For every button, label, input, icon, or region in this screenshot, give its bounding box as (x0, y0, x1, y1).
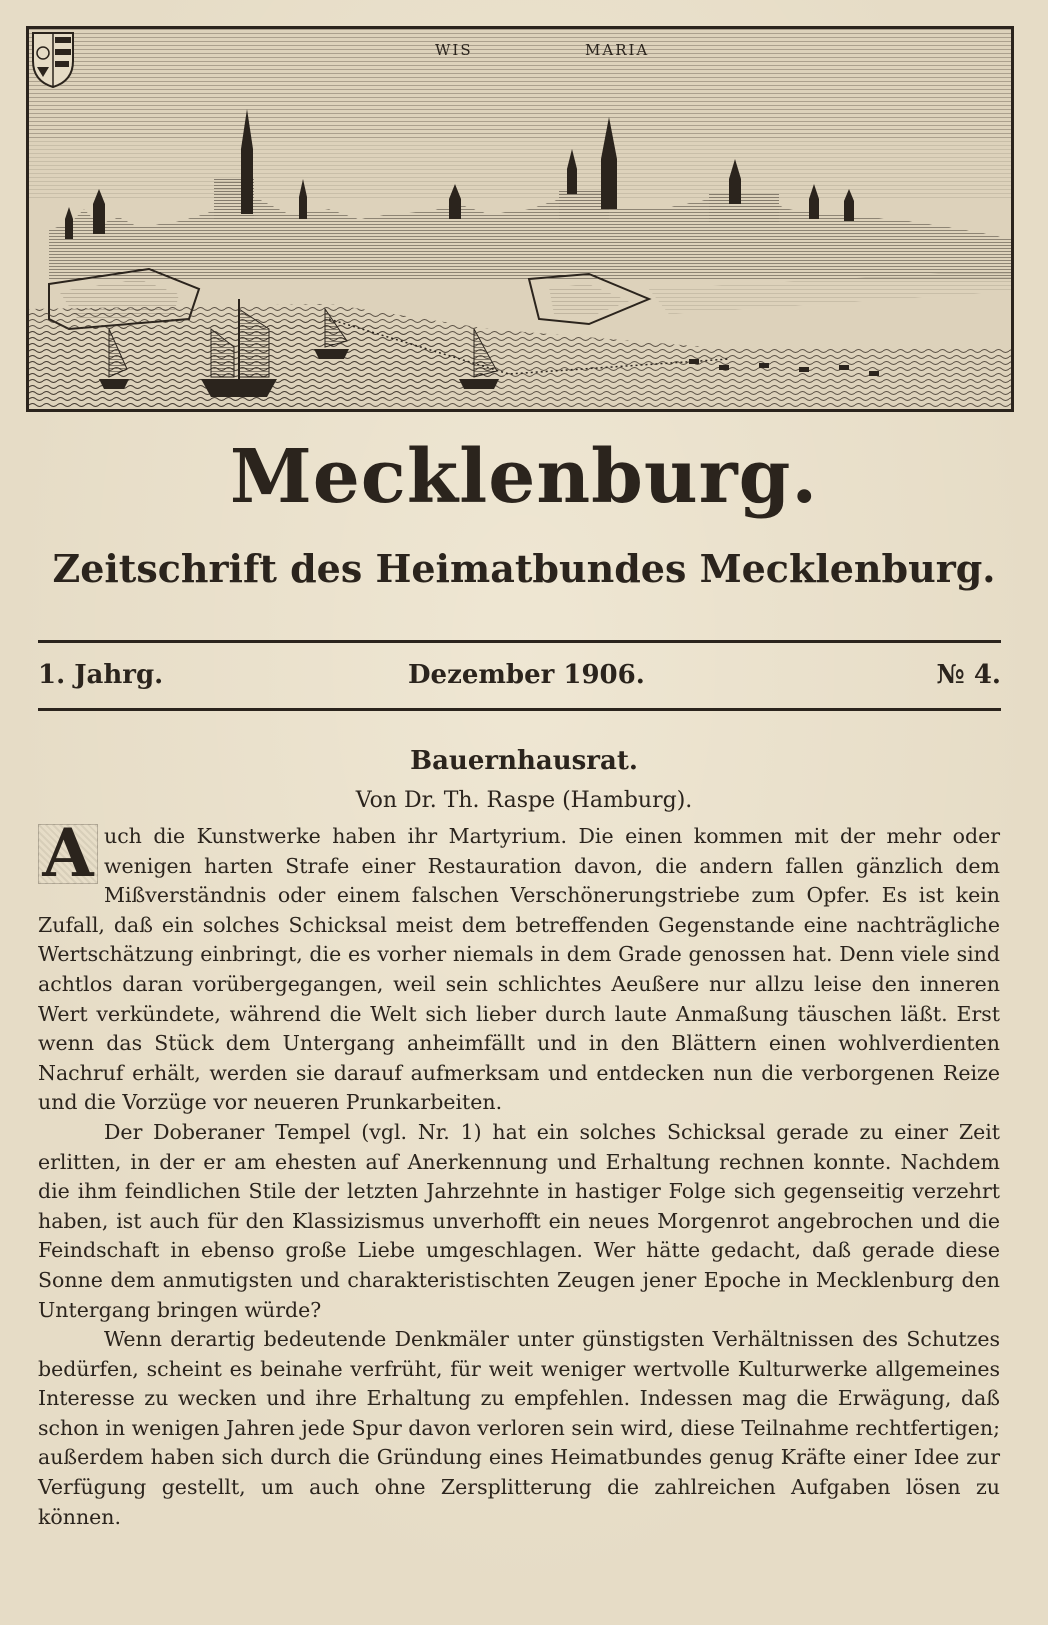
article-paragraph-2: Der Doberaner Tempel (vgl. Nr. 1) hat ein solches Schicksal gerade zu einer Zeit erlitten, in der er am ehesten auf Anerkennung und Erhaltung rechnen konnte. Nachdem die ihm feindlichen Stile der letzten Jahrzehnte in hastiger Folge sich gegenseitig verzehrt haben, ist auch für den Klassizismus unverhofft ein neues Morgenrot angebrochen und die Feindschaft in ebenso große Liebe umgeschlagen. Wer hätte gedacht, daß gerade diese Sonne dem anmutigsten und charakteristischten Zeugen jener Epoche in Mecklenburg den Untergang bringen würde? (38, 1119, 1000, 1322)
article-paragraph-1 (38, 814, 1000, 1118)
issue-line (38, 660, 1001, 696)
decorated-initial: A (38, 824, 98, 884)
article-body (38, 814, 1000, 1532)
masthead-subtitle: Zeitschrift des Heimatbundes Mecklenburg. (52, 546, 996, 591)
wismar-engraving (26, 26, 1014, 412)
masthead-title: Mecklenburg. (229, 434, 819, 520)
article-paragraph-3: Wenn derartig bedeutende Denkmäler unter günstigsten Verhältnissen des Schutzes bedürfen, scheint es beinahe verfrüht, für weit weniger wertvolle Kulturwerke allgemeines Interesse zu wecken und ihre Erhaltung zu empfehlen. Indessen mag die Erwägung, daß schon in wenigen Jahren jede Spur davon verloren sein wird, diese Teilnahme rechtfertigen; außerdem haben sich durch die Gründung eines Heimatbundes genug Kräfte einer Idee zur Verfügung gestellt, um auch ohne Zersplitterung die zahlreichen Aufgaben lösen zu können. (38, 1327, 1000, 1529)
masthead-rule-top (38, 640, 1001, 643)
masthead-rule-bottom (38, 708, 1001, 711)
city-skyline-illustration (29, 29, 1011, 409)
issue-number: № 4. (936, 660, 1001, 690)
engraving-label-right: MARIA (585, 41, 650, 59)
issue-date: Dezember 1906. (408, 660, 645, 690)
engraving-label-left: WIS (435, 41, 473, 59)
coat-of-arms-icon (29, 29, 77, 89)
article-byline: Von Dr. Th. Raspe (Hamburg). (355, 788, 693, 813)
paragraph-1-text: uch die Kunstwerke haben ihr Martyrium. Die einen kommen mit der mehr oder wenigen harten Strafe einer Restauration davon, die andern fallen gänzlich dem Mißverständnis oder einem falschen Verschönerungstriebe zum Opfer. Es ist kein Zufall, daß ein solches Schicksal meist dem betreffenden Gegenstande eine nachträgliche Wertschätzung einbringt, die es vorher niemals in dem Grade genossen hat. Denn viele sind achtlos daran vorübergegangen, weil sein schlichtes Aeußere nur allzu leise den inneren Wert verkündete, während die Welt sich lieber durch laute Anmaßung täuschen läßt. Erst wenn das Stück dem Untergang anheimfällt und in den Blättern einen wohlverdienten Nachruf erhält, werden sie darauf aufmerksam und entdecken nun die verborgenen Reize und die Vorzüge vor neueren Prunkarbeiten. (38, 824, 1000, 1115)
issue-year: 1. Jahrg. (38, 660, 164, 690)
article-title: Bauernhausrat. (410, 746, 638, 776)
